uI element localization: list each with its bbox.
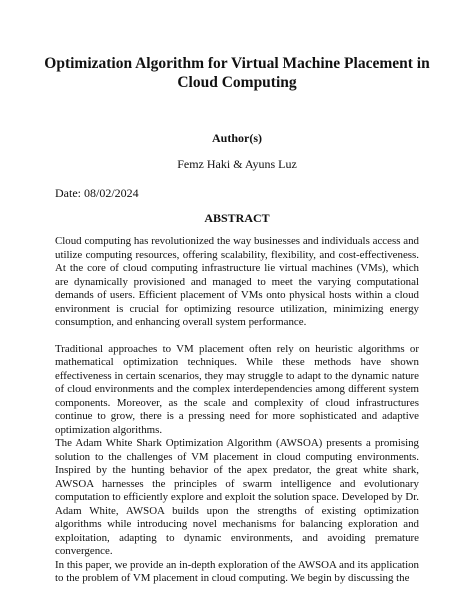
authors-heading: Author(s) (212, 131, 262, 145)
abstract-paragraph-3: The Adam White Shark Optimization Algorithm (AWSOA) presents a promising solution to the challenges of VM placement in cloud computing environments. Inspired by the hunting behavior of the apex predator, the great white shark, AWSOA harnesses the principles of swarm intelligence and evolutionary computation to efficiently explore and exploit the solution space. Developed by Dr. Adam White, AWSOA builds upon the strengths of existing optimization algorithms while introducing novel mechanisms for balancing exploration and exploitation, adapting to dynamic environments, and avoiding premature convergence. (55, 437, 419, 557)
publication-date: Date: 08/02/2024 (55, 186, 139, 200)
paper-title: Optimization Algorithm for Virtual Machine Placement in Cloud Computing (44, 55, 430, 91)
abstract-paragraph-1: Cloud computing has revolutionized the way businesses and individuals access and utilize computing resources, offering scalability, flexibility, and cost-effectiveness. At the core of cloud computing infrastructure lie virtual machines (VMs), which are dynamically provisioned and managed to meet the varying computational demands of users. Efficient placement of VMs onto physical hosts within a cloud environment is crucial for optimizing resource utilization, minimizing energy consumption, and enhancing overall system performance. (55, 235, 419, 328)
abstract-body (55, 235, 419, 586)
abstract-heading: ABSTRACT (204, 211, 270, 225)
author-names: Femz Haki & Ayuns Luz (177, 157, 297, 171)
abstract-paragraph-2: Traditional approaches to VM placement often rely on heuristic algorithms or mathematical optimization techniques. While these methods have shown effectiveness in certain scenarios, they may struggle to adapt to the dynamic nature of cloud environments and the complex interdependencies among different system components. Moreover, as the scale and complexity of cloud infrastructures continue to grow, there is a pressing need for more sophisticated and adaptive optimization algorithms. (55, 342, 419, 436)
abstract-paragraph-4: In this paper, we provide an in-depth exploration of the AWSOA and its application to the problem of VM placement in cloud computing. We begin by discussing the (55, 558, 419, 584)
